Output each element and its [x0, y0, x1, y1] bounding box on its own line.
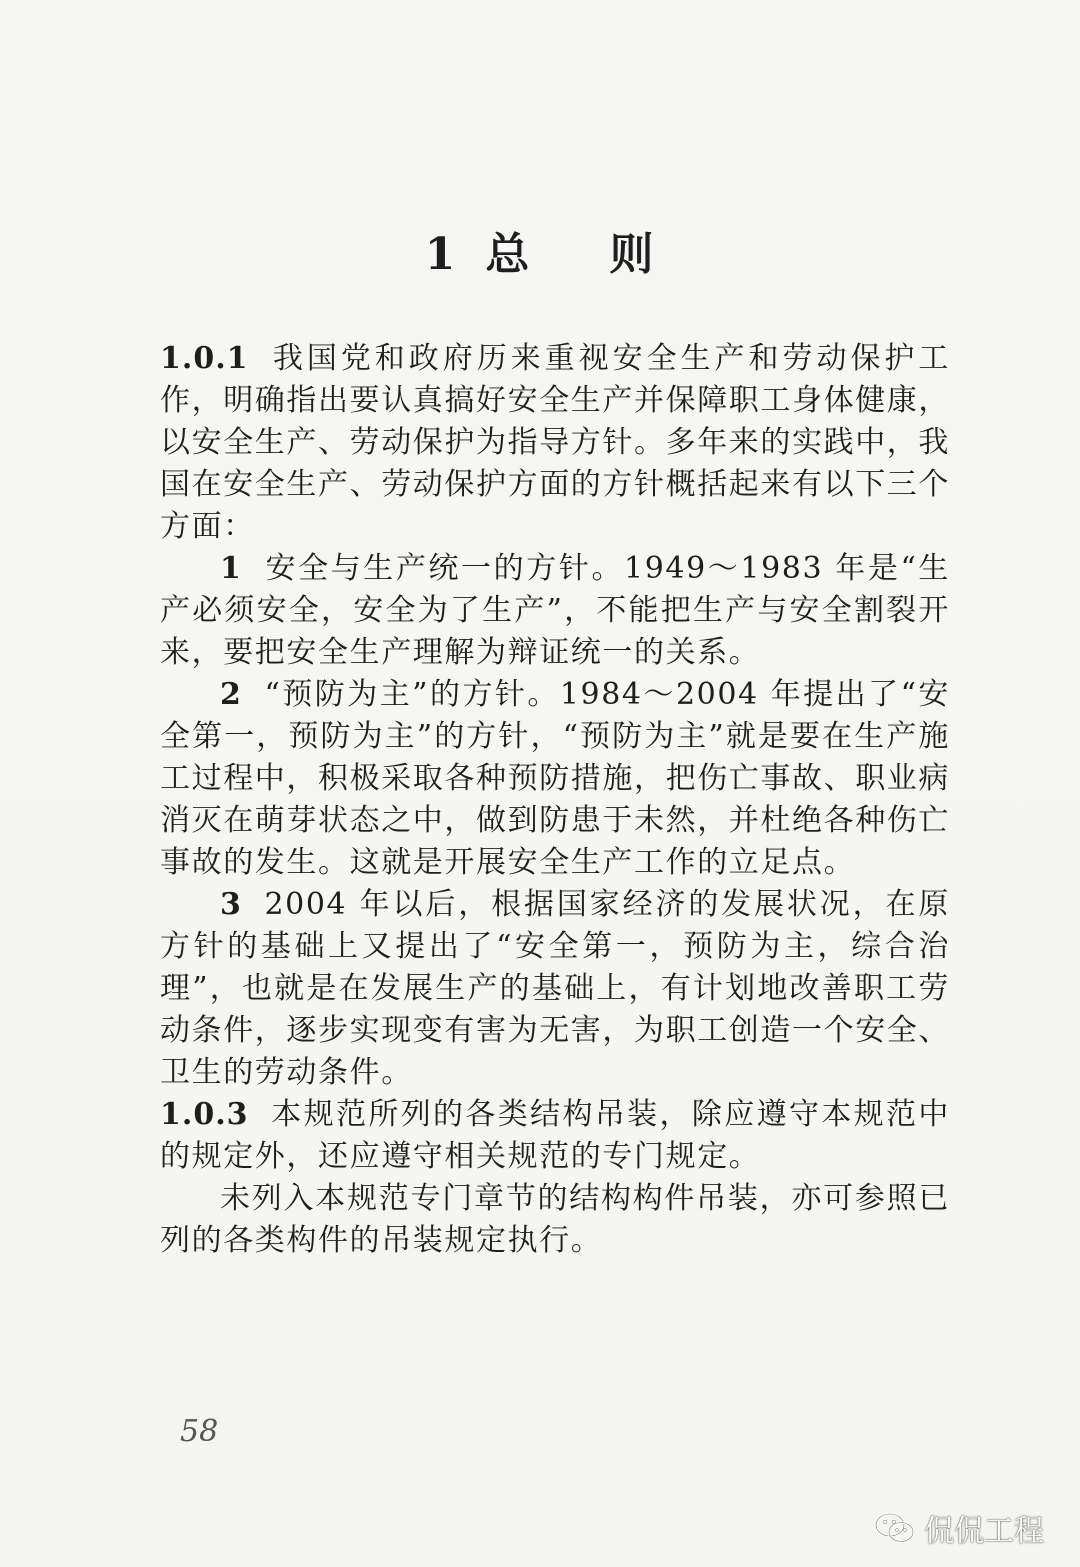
paragraph-text: 我国党和政府历来重视安全生产和劳动保护工作，明确指出要认真搞好安全生产并保障职工身体健康，以安全生产、劳动保护为指导方针。多年来的实践中，我国在安全生产、劳动保护方面的方针概括起来有以下三个方面： [160, 341, 950, 544]
chapter-title-word-2: 则 [609, 229, 656, 280]
item-3-paragraph [160, 884, 950, 1094]
item-number: 3 [220, 887, 243, 922]
paragraph-text: 安全与生产统一的方针。1949～1983 年是“生产必须安全，安全为了生产”，不能把生产与安全割裂开来，要把安全生产理解为辩证统一的关系。 [160, 551, 950, 670]
wechat-icon [874, 1511, 916, 1545]
paragraph-text: 未列入本规范专门章节的结构构件吊装，亦可参照已列的各类构件的吊装规定执行。 [160, 1181, 950, 1258]
clause-number: 1.0.3 [160, 1097, 249, 1132]
watermark [874, 1506, 1044, 1550]
note-paragraph [160, 1178, 950, 1262]
item-1-paragraph [160, 548, 950, 674]
body-text [160, 338, 950, 1262]
item-number: 2 [220, 677, 243, 712]
chapter-title-word-1: 总 [485, 229, 532, 280]
clause-number: 1.0.1 [160, 341, 249, 376]
paragraph-text: 2004 年以后，根据国家经济的发展状况，在原方针的基础上又提出了“安全第一，预防为主，综合治理”，也就是在发展生产的基础上，有计划地改善职工劳动条件，逐步实现变有害为无害，为职工创造一个安全、卫生的劳动条件。 [160, 887, 950, 1090]
clause-1-0-1-paragraph [160, 338, 950, 548]
item-number: 1 [220, 551, 243, 586]
item-2-paragraph [160, 674, 950, 884]
watermark-text: 侃侃工程 [924, 1514, 1044, 1549]
chapter-title [0, 218, 1080, 282]
paragraph-text: 本规范所列的各类结构吊装，除应遵守本规范中的规定外，还应遵守相关规范的专门规定。 [160, 1097, 950, 1174]
paragraph-text: “预防为主”的方针。1984～2004 年提出了“安全第一，预防为主”的方针，“预防为主”就是要在生产施工过程中，积极采取各种预防措施，把伤亡事故、职业病消灭在萌芽状态之中，做到防患于未然，并杜绝各种伤亡事故的发生。这就是开展安全生产工作的立足点。 [160, 677, 950, 880]
chapter-number: 1 [424, 229, 458, 280]
page-number: 58 [180, 1414, 219, 1449]
clause-1-0-3-paragraph [160, 1094, 950, 1178]
